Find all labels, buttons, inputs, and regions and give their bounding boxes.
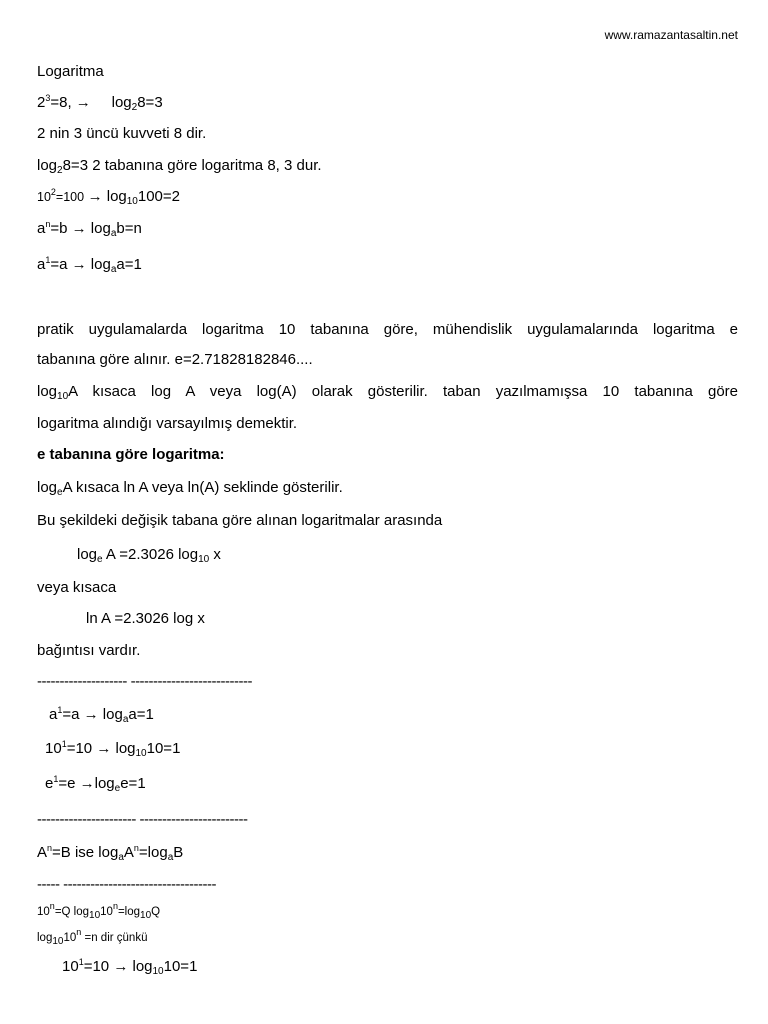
line-10-power-n-q: $10^n=Q$ $\log_{10}10^n=\log_{10}Q$ — [37, 901, 161, 921]
rule-a-power-1: $a^1=a \to \log_aa=1$ — [37, 255, 142, 275]
line-loge-ln: $\log_eA$ kısaca ln A veya ln(A) seklinde gösterilir. — [37, 479, 343, 498]
separator-2: ---------------------- ------------------------ — [37, 811, 248, 828]
formula-ln-conversion: ln A =2.3026 log x — [86, 610, 205, 627]
line-or-briefly: veya kısaca — [37, 579, 117, 596]
explanation-log2-8: $\log_28=3$ 2 tabanına göre logaritma 8, 3 dur. — [37, 157, 322, 176]
identity-e-power-1: $e^1=e \to\log_ee=1$ — [45, 774, 146, 794]
paragraph-log10-line1: $\log_{10}A$ kısaca log A veya log(A) olarak gösterilir. taban yazılmamışsa 10 tabanına göre — [37, 383, 738, 402]
formula-loge-conversion: $\log_e A =2.3026$ $\log_{10} x$ — [77, 546, 221, 565]
identity-a-power-1: $a^1=a \to \log_aa=1$ — [49, 705, 154, 725]
identity-10-power-1: $10^1=10 \to \log_{10}10=1$ — [45, 739, 181, 759]
separator-1: -------------------- --------------------------- — [37, 673, 252, 690]
paragraph-practical-line1: pratik uygulamalarda logaritma 10 tabanına göre, mühendislik uygulamalarında logaritma e — [37, 321, 738, 338]
separator-3: ----- ---------------------------------- — [37, 876, 216, 893]
rule-power-log: $A^n=B$ ise $\log_aA^n=\log_aB$ — [37, 843, 184, 863]
identity-10-power-1-final: $10^1=10 \to \log_{10}10=1$ — [62, 957, 198, 977]
line-relation-intro: Bu şekildeki değişik tabana göre alınan logaritmalar arasında — [37, 512, 443, 529]
title-logaritma: Logaritma — [37, 63, 104, 80]
line-relation-exists: bağıntısı vardır. — [37, 642, 141, 659]
explanation-2-power-3: 2 nin 3 üncü kuvveti 8 dir. — [37, 125, 207, 142]
example-10-squared: $10^2=100 \to \log_{10}100=2$ — [37, 187, 181, 207]
rule-a-power-n: $a^n=b \to \log_ab=n$ — [37, 219, 142, 239]
website-url: www.ramazantasaltin.net — [604, 28, 738, 42]
paragraph-practical-line2: tabanına göre alınır. e=2.71828182846.... — [37, 351, 313, 368]
heading-e-base: e tabanına göre logaritma: — [37, 446, 225, 463]
line-log10-10n: $\log_{10}10^n =n$ dir çünkü — [37, 927, 148, 947]
example-2-cubed: $2^3=8$, → $\log_28=3$ — [37, 93, 163, 113]
paragraph-log10-line2: logaritma alındığı varsayılmış demektir. — [37, 415, 298, 432]
